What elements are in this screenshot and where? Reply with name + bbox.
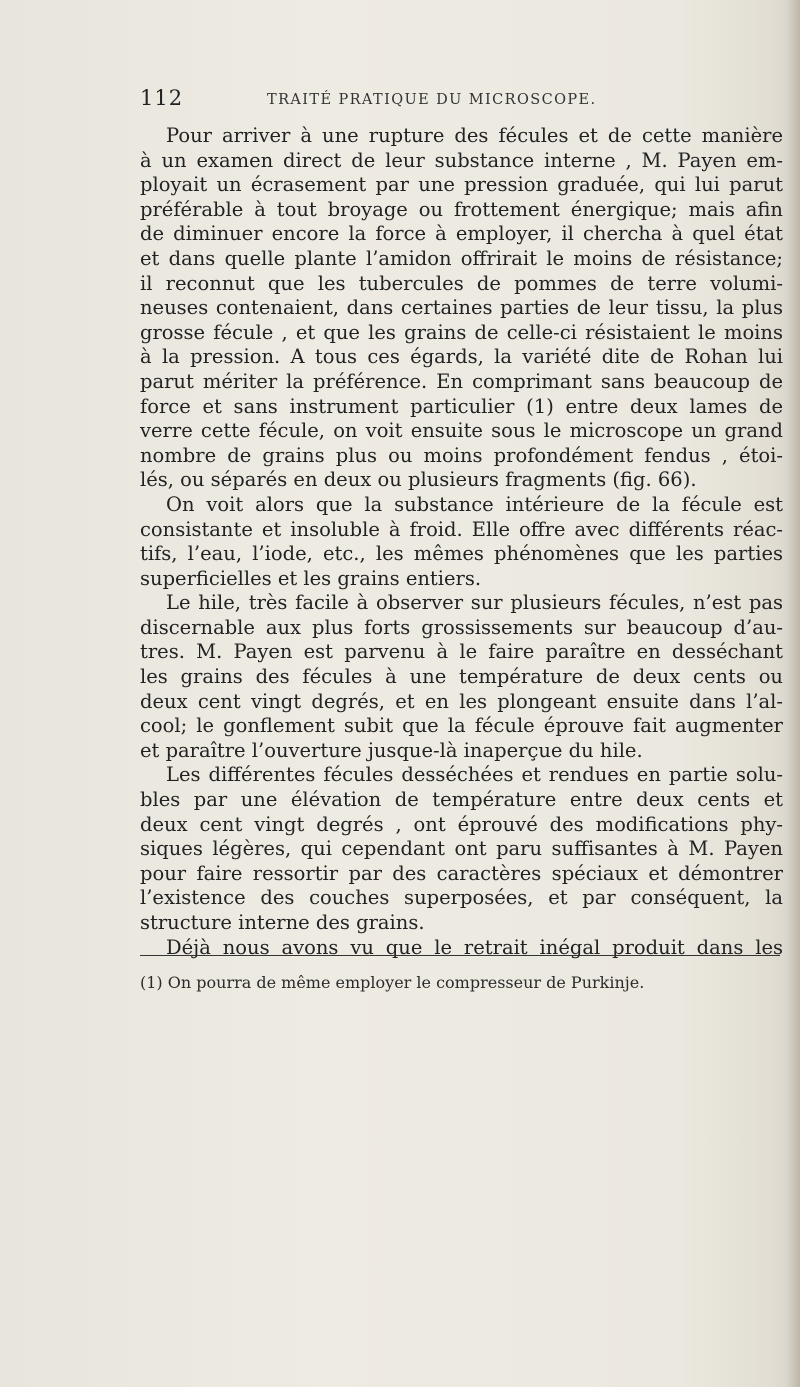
running-title: TRAITÉ PRATIQUE DU MICROSCOPE. bbox=[267, 92, 597, 108]
text-line: siques légères, qui cependant ont paru suffisantes à M. Payen bbox=[140, 837, 783, 861]
body-text bbox=[140, 124, 783, 960]
text-line: verre cette fécule, on voit ensuite sous le microscope un grand bbox=[140, 419, 783, 443]
text-line: il reconnut que les tubercules de pommes de terre volumi- bbox=[140, 271, 783, 295]
text-line: consistante et insoluble à froid. Elle offre avec différents réac- bbox=[140, 517, 783, 541]
text-line: les grains des fécules à une température de deux cents ou bbox=[140, 665, 783, 689]
text-line: nombre de grains plus ou moins profondément fendus , étoi- bbox=[140, 443, 783, 467]
text-line: tifs, l’eau, l’iode, etc., les mêmes phénomènes que les parties bbox=[140, 542, 783, 566]
footnote-rule bbox=[140, 955, 780, 956]
text-line: parut mériter la préférence. En comprimant sans beaucoup de bbox=[140, 369, 783, 393]
footnote: (1) On pourra de même employer le compresseur de Purkinje. bbox=[140, 973, 645, 992]
text-line: cool; le gonflement subit que la fécule éprouve fait augmenter bbox=[140, 714, 783, 738]
text-line: Le hile, très facile à observer sur plusieurs fécules, n’est pas bbox=[166, 591, 783, 615]
running-header bbox=[140, 86, 680, 116]
text-line: superficielles et les grains entiers. bbox=[140, 566, 482, 590]
page-number: 112 bbox=[140, 86, 184, 110]
text-line: structure interne des grains. bbox=[140, 911, 425, 934]
text-line: et dans quelle plante l’amidon offrirait le moins de résistance; bbox=[140, 246, 783, 270]
text-line: tres. M. Payen est parvenu à le faire paraître en desséchant bbox=[140, 640, 783, 664]
text-line: force et sans instrument particulier (1) entre deux lames de bbox=[140, 394, 783, 418]
text-line: deux cent vingt degrés , ont éprouvé des modifications phy- bbox=[140, 812, 783, 836]
text-line: deux cent vingt degrés, et en les plongeant ensuite dans l’al- bbox=[140, 689, 783, 713]
text-line: On voit alors que la substance intérieure de la fécule est bbox=[166, 492, 783, 516]
text-line: discernable aux plus forts grossissements sur beaucoup d’au- bbox=[140, 615, 783, 639]
text-line: à la pression. A tous ces égards, la variété dite de Rohan lui bbox=[140, 345, 783, 369]
text-line: à un examen direct de leur substance interne , M. Payen em- bbox=[140, 148, 783, 172]
text-line: lés, ou séparés en deux ou plusieurs fragments (fig. 66). bbox=[140, 468, 697, 492]
text-line: grosse fécule , et que les grains de celle-ci résistaient le moins bbox=[140, 320, 783, 344]
text-line: Pour arriver à une rupture des fécules et de cette manière bbox=[166, 124, 783, 147]
text-line: pour faire ressortir par des caractères spéciaux et démontrer bbox=[140, 861, 783, 885]
text-line: et paraître l’ouverture jusque-là inaperçue du hile. bbox=[140, 738, 643, 762]
text-line: l’existence des couches superposées, et par conséquent, la bbox=[140, 886, 783, 910]
text-line: neuses contenaient, dans certaines parties de leur tissu, la plus bbox=[140, 296, 783, 320]
text-line: préférable à tout broyage ou frottement énergique; mais afin bbox=[140, 197, 783, 221]
page-edge-shadow bbox=[786, 0, 800, 1387]
text-line: ployait un écrasement par une pression graduée, qui lui parut bbox=[140, 173, 783, 197]
text-line: Les différentes fécules desséchées et rendues en partie solu- bbox=[166, 763, 783, 787]
text-line: Déjà nous avons vu que le retrait inégal produit dans les bbox=[166, 935, 783, 959]
text-line: de diminuer encore la force à employer, il chercha à quel état bbox=[140, 222, 783, 246]
text-line: bles par une élévation de température entre deux cents et bbox=[140, 788, 783, 812]
